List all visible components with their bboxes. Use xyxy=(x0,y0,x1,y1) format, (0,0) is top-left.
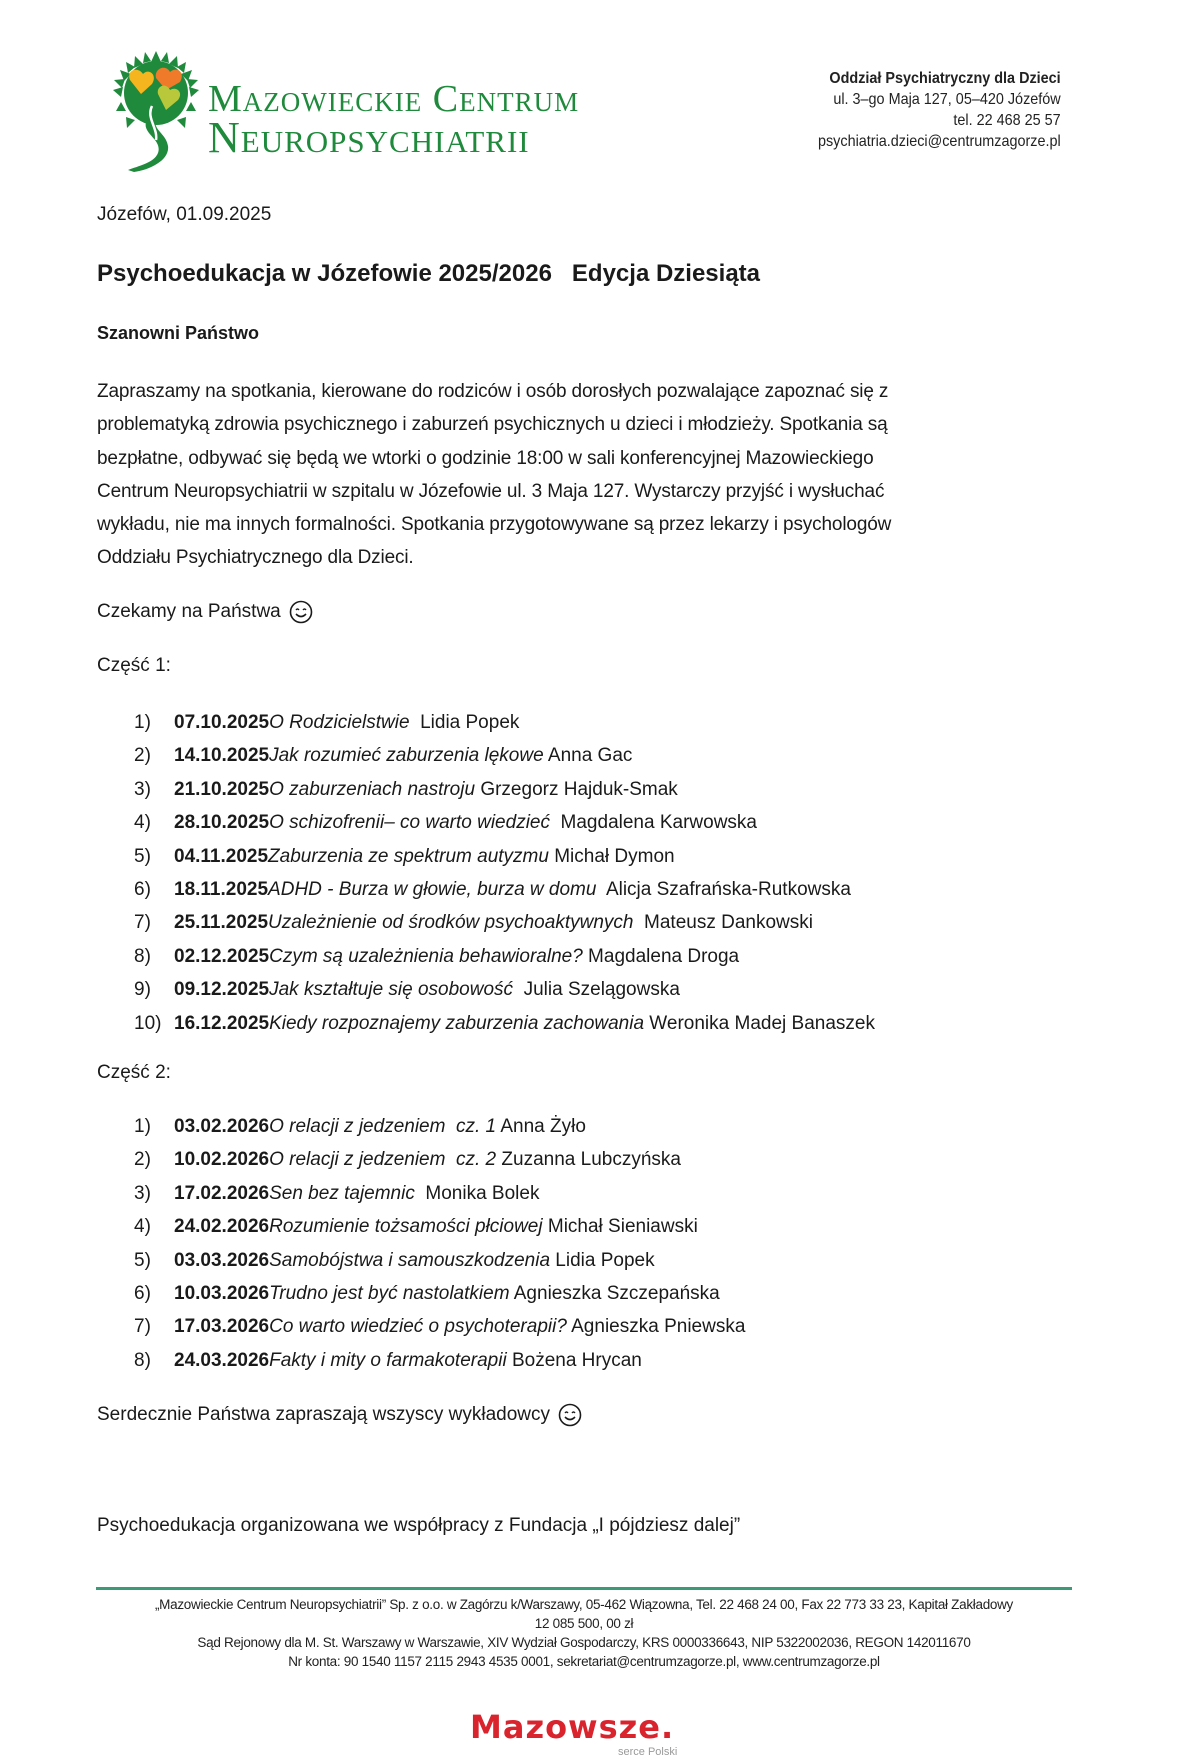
waiting-text: Czekamy na Państwa xyxy=(97,601,281,622)
department-email[interactable]: psychiatria.dzieci@centrumzagorze.pl xyxy=(818,133,1061,150)
lecture-speaker: Monika Bolek xyxy=(414,1182,540,1204)
footer-line: 12 085 500, 00 zł xyxy=(534,1616,634,1631)
closing-text: Serdecznie Państwa zapraszają wszyscy wykładowcy xyxy=(97,1404,551,1425)
footer-line: „Mazowieckie Centrum Neuropsychiatrii” Sp. z o.o. w Zagórzu k/Warszawy, 05-462 Wiązowna, Tel. 22 468 24 00, Fax 22 773 33 23, Kapitał Zakładowy xyxy=(154,1597,1014,1612)
waiting-line xyxy=(97,600,313,624)
lecture-number: 2) xyxy=(134,745,151,767)
lecture-date: 28.10.2025 xyxy=(174,812,270,834)
lecture-speaker: Agnieszka Pniewska xyxy=(566,1316,746,1338)
lecture-speaker: Magdalena Karwowska xyxy=(549,812,757,834)
lecture-item xyxy=(134,1277,745,1310)
lecture-topic: O schizofrenii– co warto wiedzieć xyxy=(269,812,550,834)
lecture-number: 8) xyxy=(134,945,151,967)
lecture-item xyxy=(134,1143,745,1176)
cooperation-note: Psychoedukacja organizowana we współpracy z Fundacja „I pójdziesz dalej” xyxy=(97,1515,741,1536)
lecture-number: 10) xyxy=(134,1012,162,1034)
lecture-date: 25.11.2025 xyxy=(174,912,269,934)
lecture-date: 03.02.2026 xyxy=(174,1116,270,1137)
smiley-icon xyxy=(558,1403,582,1427)
lecture-topic: Samobójstwa i samouszkodzenia xyxy=(269,1249,551,1271)
lecture-number: 1) xyxy=(134,712,151,733)
department-address: ul. 3–go Maja 127, 05–420 Józefów xyxy=(833,91,1061,108)
lecture-speaker: Anna Żyło xyxy=(496,1116,586,1137)
greeting: Szanowni Państwo xyxy=(97,323,260,343)
lecture-number: 2) xyxy=(134,1149,151,1171)
footer-company-info xyxy=(96,1595,1072,1671)
lecture-speaker: Zuzanna Lubczyńska xyxy=(496,1149,681,1171)
lecture-topic: Uzależnienie od środków psychoaktywnych xyxy=(268,912,634,934)
lecture-date: 17.02.2026 xyxy=(174,1182,270,1204)
intro-line: Centrum Neuropsychiatrii w szpitalu w Józefowie ul. 3 Maja 127. Wystarczy przyjść i wysłuchać xyxy=(97,480,885,502)
lecture-number: 5) xyxy=(134,1249,151,1271)
lecture-topic: Jak rozumieć zaburzenia lękowe xyxy=(269,745,544,767)
lecture-date: 09.12.2025 xyxy=(174,979,270,1001)
lecture-topic: Sen bez tajemnic xyxy=(269,1182,415,1204)
lecture-topic: Jak kształtuje się osobowość xyxy=(269,979,514,1001)
lecture-item xyxy=(134,940,875,973)
lecture-number: 6) xyxy=(134,1282,151,1304)
lecture-item xyxy=(134,1310,745,1343)
lecture-item xyxy=(134,1244,745,1277)
lecture-number: 7) xyxy=(134,912,151,934)
place-date: Józefów, 01.09.2025 xyxy=(97,204,272,225)
lecture-date: 24.03.2026 xyxy=(174,1349,270,1371)
intro-line: Zapraszamy na spotkania, kierowane do rodziców i osób dorosłych pozwalające zapoznać się z xyxy=(97,381,889,402)
brand-wordmark xyxy=(208,80,579,160)
part-1-lecture-list xyxy=(134,706,875,1040)
lecture-item xyxy=(134,1210,745,1243)
lecture-item xyxy=(134,1110,745,1143)
lecture-speaker: Julia Szelągowska xyxy=(513,979,680,1001)
lecture-speaker: Michał Sieniawski xyxy=(542,1216,698,1238)
lecture-speaker: Agnieszka Szczepańska xyxy=(509,1282,720,1304)
lecture-number: 6) xyxy=(134,878,151,900)
part-2-lecture-list xyxy=(134,1110,745,1377)
lecture-date: 14.10.2025 xyxy=(174,745,270,767)
lecture-number: 7) xyxy=(134,1316,151,1338)
intro-line: wykładu, nie ma innych formalności. Spotkania przygotowywane są przez lekarzy i psychologów xyxy=(97,514,892,536)
lecture-number: 3) xyxy=(134,1182,151,1204)
lecture-number: 3) xyxy=(134,778,151,800)
lecture-number: 1) xyxy=(134,1116,151,1137)
lecture-date: 17.03.2026 xyxy=(174,1316,270,1338)
lecture-item xyxy=(134,840,875,873)
department-contact xyxy=(818,68,1061,152)
department-phone: tel. 22 468 25 57 xyxy=(953,112,1061,129)
lecture-topic: Trudno jest być nastolatkiem xyxy=(269,1282,510,1304)
lecture-date: 24.02.2026 xyxy=(174,1216,270,1238)
lecture-item xyxy=(134,1007,875,1040)
lecture-speaker: Bożena Hrycan xyxy=(506,1349,642,1371)
lecture-speaker: Michał Dymon xyxy=(548,845,675,867)
lecture-date: 03.03.2026 xyxy=(174,1249,270,1271)
lecture-speaker: Mateusz Dankowski xyxy=(633,912,813,934)
intro-line: problematyką zdrowia psychicznego i zaburzeń psychicznych u dzieci i młodzieży. Spotkania są xyxy=(97,414,888,436)
lecture-number: 4) xyxy=(134,812,151,834)
lecture-item xyxy=(134,773,875,806)
lecture-item xyxy=(134,906,875,939)
lecture-item xyxy=(134,1177,745,1210)
lecture-date: 04.11.2025 xyxy=(174,845,269,867)
lecture-date: 02.12.2025 xyxy=(174,945,270,967)
lecture-date: 18.11.2025 xyxy=(174,878,269,900)
footer-line: Nr konta: 90 1540 1157 2115 2943 4535 0001, sekretariat@centrumzagorze.pl, www.centrumzagorze.pl xyxy=(288,1654,880,1669)
lecture-speaker: Lidia Popek xyxy=(550,1249,655,1271)
lecture-item xyxy=(134,739,875,772)
part-1-heading: Część 1: xyxy=(97,655,171,676)
part-2-heading: Część 2: xyxy=(97,1062,171,1083)
mazowsze-logo xyxy=(470,1708,710,1758)
lecture-topic: O relacji z jedzeniem cz. 1 xyxy=(269,1116,497,1137)
mcn-logo-icon xyxy=(108,48,208,173)
lecture-number: 5) xyxy=(134,845,151,867)
lecture-speaker: Grzegorz Hajduk-Smak xyxy=(475,778,678,800)
footer-divider xyxy=(96,1587,1072,1590)
smiley-icon xyxy=(289,600,313,624)
brand-line-1: Mazowieckie Centrum xyxy=(208,78,580,120)
lecture-topic: Zaburzenia ze spektrum autyzmu xyxy=(268,845,549,867)
lecture-topic: O relacji z jedzeniem cz. 2 xyxy=(269,1149,497,1171)
lecture-item xyxy=(134,873,875,906)
lecture-date: 10.02.2026 xyxy=(174,1149,270,1171)
lecture-topic: O Rodzicielstwie xyxy=(269,712,410,733)
intro-line: Oddziału Psychiatrycznego dla Dzieci. xyxy=(97,547,414,569)
lecture-speaker: Alicja Szafrańska-Rutkowska xyxy=(596,878,851,900)
mazowsze-wordmark: Mazowsze. xyxy=(470,1708,675,1746)
closing-line xyxy=(97,1403,582,1427)
brand-line-2: Neuropsychiatrii xyxy=(208,113,530,162)
lecture-speaker: Magdalena Droga xyxy=(582,945,740,967)
lecture-item xyxy=(134,973,875,1006)
lecture-date: 10.03.2026 xyxy=(174,1282,270,1304)
lecture-item xyxy=(134,806,875,839)
lecture-date: 16.12.2025 xyxy=(174,1012,270,1034)
lecture-item xyxy=(134,706,875,739)
lecture-number: 4) xyxy=(134,1216,151,1238)
department-name: Oddział Psychiatryczny dla Dzieci xyxy=(829,70,1061,87)
lecture-topic: Kiedy rozpoznajemy zaburzenia zachowania xyxy=(269,1012,645,1034)
intro-line: bezpłatne, odbywać się będą we wtorki o godzinie 18:00 w sali konferencyjnej Mazowieckiego xyxy=(97,447,874,469)
lecture-speaker: Lidia Popek xyxy=(409,712,520,733)
lecture-speaker: Anna Gac xyxy=(543,745,633,767)
footer-line: Sąd Rejonowy dla M. St. Warszawy w Warszawie, XIV Wydział Gospodarczy, KRS 0000336643, NIP 5322002036, REGON 142011670 xyxy=(197,1635,971,1650)
lecture-topic: Co warto wiedzieć o psychoterapii? xyxy=(269,1316,567,1338)
lecture-speaker: Weronika Madej Banaszek xyxy=(644,1012,875,1034)
lecture-topic: O zaburzeniach nastroju xyxy=(269,778,476,800)
lecture-date: 21.10.2025 xyxy=(174,778,270,800)
lecture-item xyxy=(134,1344,745,1377)
letter-title: Psychoedukacja w Józefowie 2025/2026 Edycja Dziesiąta xyxy=(97,260,761,287)
lecture-number: 8) xyxy=(134,1349,151,1371)
lecture-number: 9) xyxy=(134,979,151,1001)
lecture-topic: Fakty i mity o farmakoterapii xyxy=(269,1349,507,1371)
mazowsze-tagline: serce Polski xyxy=(618,1746,678,1758)
lecture-topic: ADHD - Burza w głowie, burza w domu xyxy=(268,878,597,900)
lecture-date: 07.10.2025 xyxy=(174,712,270,733)
intro-paragraph xyxy=(97,375,1027,575)
lecture-topic: Czym są uzależnienia behawioralne? xyxy=(269,945,583,967)
lecture-topic: Rozumienie tożsamości płciowej xyxy=(269,1216,543,1238)
